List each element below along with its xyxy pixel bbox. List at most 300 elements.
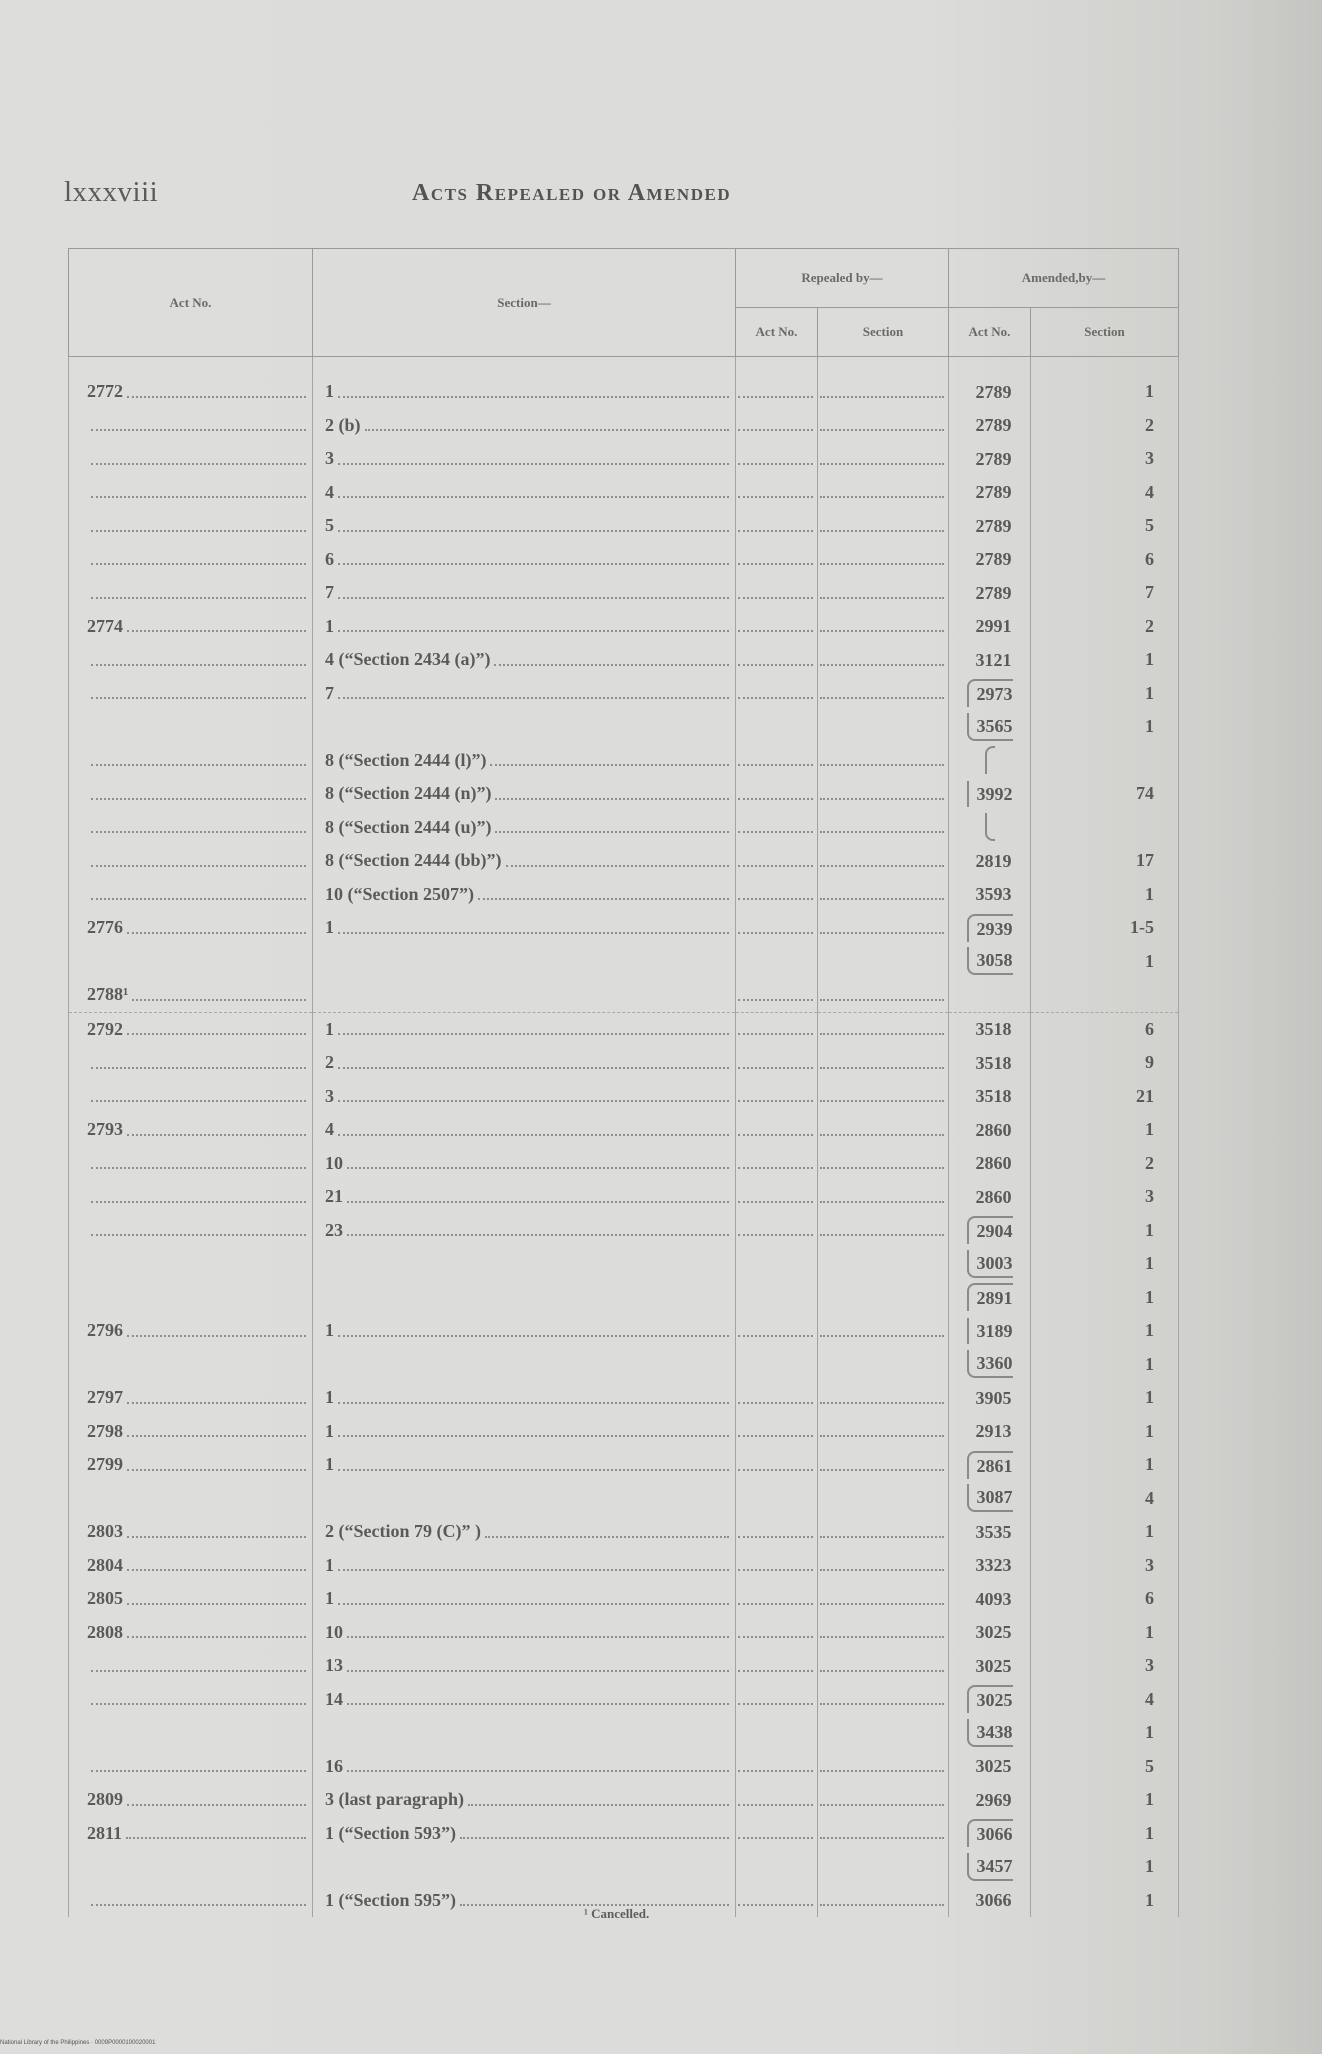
act-no-cell-text: 2798 — [87, 1420, 123, 1441]
header-repealed-act-no: Act No. — [736, 308, 818, 357]
dot-leader — [338, 463, 729, 465]
amended-act-no: 2969 — [975, 1789, 1012, 1810]
section-cell — [313, 1046, 736, 1080]
dot-leader — [738, 396, 813, 398]
repealed-act-cell — [736, 1080, 818, 1114]
section-cell-text: 1 — [325, 381, 334, 402]
act-no-cell — [69, 1180, 313, 1214]
repealed-act-cell — [736, 1214, 818, 1248]
repealed-act-cell — [736, 1649, 818, 1683]
dot-leader — [820, 1703, 944, 1705]
section-cell — [313, 543, 736, 577]
dot-leader — [820, 563, 944, 565]
repealed-act-cell — [736, 1515, 818, 1549]
repealed-act-cell — [736, 710, 818, 744]
amended-act-no: 3323 — [975, 1555, 1012, 1576]
amended-section-cell: 2 — [1031, 1147, 1179, 1181]
amended-act-cell — [949, 576, 1031, 610]
table-row — [69, 1482, 1179, 1516]
dot-leader — [738, 1402, 813, 1404]
repealed-act-cell — [736, 1180, 818, 1214]
act-no-cell — [69, 576, 313, 610]
repealed-act-cell — [736, 1314, 818, 1348]
dot-leader — [820, 429, 944, 431]
amended-act-no: 3025 — [975, 1655, 1012, 1676]
repealed-section-cell — [818, 1348, 949, 1382]
repealed-section-cell — [818, 1683, 949, 1717]
dot-leader — [127, 1033, 306, 1035]
amended-act-no: 2789 — [975, 515, 1012, 536]
section-cell-text: 2 (b) — [325, 414, 361, 435]
act-no-cell-text: 2805 — [87, 1588, 123, 1609]
repealed-act-cell — [736, 357, 818, 409]
repealed-act-cell — [736, 978, 818, 1012]
dot-leader — [338, 697, 729, 699]
amended-act-cell — [949, 1750, 1031, 1784]
dot-leader — [820, 597, 944, 599]
dot-leader — [738, 1201, 813, 1203]
dot-leader — [347, 1670, 729, 1672]
dot-leader — [127, 932, 306, 934]
repealed-section-cell — [818, 610, 949, 644]
dot-leader — [820, 463, 944, 465]
act-no-cell — [69, 476, 313, 510]
amended-act-no: 3457 — [967, 1853, 1013, 1881]
amended-act-no: 2789 — [975, 415, 1012, 436]
dot-leader — [738, 932, 813, 934]
dot-leader — [347, 1770, 729, 1772]
table-row — [69, 1415, 1179, 1449]
amended-act-cell — [949, 1012, 1031, 1046]
dot-leader — [738, 1335, 813, 1337]
amended-section-cell: 1 — [1031, 1281, 1179, 1315]
table-body — [69, 357, 1179, 1918]
section-cell — [313, 1348, 736, 1382]
dot-leader — [738, 1134, 813, 1136]
dot-leader — [127, 1134, 306, 1136]
dot-leader — [91, 1201, 306, 1203]
amended-section-cell: 3 — [1031, 1549, 1179, 1583]
table-row — [69, 1214, 1179, 1248]
table-row — [69, 1817, 1179, 1851]
dot-leader — [820, 1904, 944, 1906]
dot-leader — [738, 597, 813, 599]
section-cell-text: 23 — [325, 1219, 343, 1240]
amended-act-cell — [949, 1616, 1031, 1650]
section-cell — [313, 409, 736, 443]
dot-leader — [738, 1100, 813, 1102]
repealed-act-cell — [736, 643, 818, 677]
act-no-cell — [69, 1381, 313, 1415]
section-cell — [313, 1884, 736, 1918]
act-no-cell — [69, 509, 313, 543]
header-repealed-section: Section — [818, 308, 949, 357]
table-row — [69, 1348, 1179, 1382]
dot-leader — [91, 764, 306, 766]
section-cell — [313, 1616, 736, 1650]
table-row — [69, 1080, 1179, 1114]
dot-leader — [738, 697, 813, 699]
section-cell-text: 7 — [325, 582, 334, 603]
section-cell-text: 1 — [325, 1018, 334, 1039]
dot-leader — [820, 898, 944, 900]
amended-act-cell — [949, 1649, 1031, 1683]
dot-leader — [738, 630, 813, 632]
amended-act-no: 3992 — [967, 781, 1013, 807]
repealed-act-cell — [736, 576, 818, 610]
dot-leader — [338, 1469, 729, 1471]
acts-table — [68, 248, 1179, 1917]
dot-leader — [338, 932, 729, 934]
section-cell — [313, 878, 736, 912]
amended-act-no: 2904 — [967, 1216, 1013, 1244]
amended-act-no: 3535 — [975, 1521, 1012, 1542]
repealed-act-cell — [736, 677, 818, 711]
section-cell — [313, 1247, 736, 1281]
amended-act-cell — [949, 442, 1031, 476]
dot-leader — [820, 1670, 944, 1672]
act-no-cell — [69, 811, 313, 845]
repealed-act-cell — [736, 1448, 818, 1482]
amended-section-cell: 1 — [1031, 710, 1179, 744]
table-row — [69, 1515, 1179, 1549]
running-title: Acts Repealed or Amended — [412, 180, 732, 206]
amended-act-cell — [949, 677, 1031, 711]
repealed-section-cell — [818, 1314, 949, 1348]
section-cell-text: 1 — [325, 1320, 334, 1341]
section-cell — [313, 677, 736, 711]
header-amended-section: Section — [1031, 308, 1179, 357]
dot-leader — [820, 1100, 944, 1102]
dot-leader — [132, 999, 306, 1001]
section-cell — [313, 744, 736, 778]
amended-section-cell: 7 — [1031, 576, 1179, 610]
section-cell — [313, 1281, 736, 1315]
repealed-section-cell — [818, 677, 949, 711]
section-cell — [313, 1817, 736, 1851]
amended-act-no: 2861 — [967, 1451, 1013, 1479]
dot-leader — [506, 865, 730, 867]
table-row — [69, 844, 1179, 878]
amended-act-no: 3058 — [967, 947, 1013, 975]
section-cell-text: 3 — [325, 448, 334, 469]
amended-act-cell — [949, 509, 1031, 543]
act-no-cell — [69, 1147, 313, 1181]
table-row — [69, 677, 1179, 711]
section-cell-text: 4 (“Section 2434 (a)”) — [325, 649, 491, 670]
repealed-section-cell — [818, 543, 949, 577]
section-cell — [313, 1716, 736, 1750]
dot-leader — [127, 1469, 306, 1471]
dot-leader — [338, 396, 729, 398]
amended-section-cell: 1 — [1031, 677, 1179, 711]
amended-act-cell — [949, 1281, 1031, 1315]
amended-act-cell — [949, 409, 1031, 443]
dot-leader — [820, 1435, 944, 1437]
dot-leader — [91, 563, 306, 565]
amended-act-no: 3066 — [967, 1819, 1013, 1847]
dot-leader — [820, 1067, 944, 1069]
table-row — [69, 1046, 1179, 1080]
amended-act-cell — [949, 777, 1031, 811]
table-row — [69, 1783, 1179, 1817]
amended-section-cell: 1-5 — [1031, 911, 1179, 945]
repealed-section-cell — [818, 1281, 949, 1315]
repealed-section-cell — [818, 1716, 949, 1750]
section-cell-text: 2 (“Section 79 (C)” ) — [325, 1521, 481, 1542]
section-cell — [313, 1683, 736, 1717]
section-cell — [313, 1482, 736, 1516]
dot-leader — [738, 1904, 813, 1906]
dot-leader — [338, 1402, 729, 1404]
amended-act-cell — [949, 1415, 1031, 1449]
dot-leader — [347, 1201, 729, 1203]
act-no-cell-text: 2808 — [87, 1621, 123, 1642]
act-no-cell-text: 2803 — [87, 1521, 123, 1542]
dot-leader — [127, 1636, 306, 1638]
dot-leader — [820, 396, 944, 398]
amended-act-cell — [949, 978, 1031, 1012]
repealed-act-cell — [736, 1716, 818, 1750]
section-cell-text: 10 — [325, 1621, 343, 1642]
table-row — [69, 1314, 1179, 1348]
dot-leader — [820, 1134, 944, 1136]
table-row — [69, 1012, 1179, 1046]
section-cell-text: 1 — [325, 1420, 334, 1441]
dot-leader — [127, 1402, 306, 1404]
amended-section-cell: 6 — [1031, 1012, 1179, 1046]
section-cell — [313, 1113, 736, 1147]
section-cell-text: 8 (“Section 2444 (bb)”) — [325, 850, 502, 871]
amended-act-no: 2789 — [975, 582, 1012, 603]
section-cell — [313, 1180, 736, 1214]
repealed-section-cell — [818, 1180, 949, 1214]
amended-act-cell — [949, 357, 1031, 409]
header-section: Section— — [313, 249, 736, 357]
act-no-cell — [69, 677, 313, 711]
dot-leader — [91, 1670, 306, 1672]
amended-act-no: 3025 — [975, 1622, 1012, 1643]
dot-leader — [738, 1536, 813, 1538]
dot-leader — [91, 697, 306, 699]
section-cell — [313, 442, 736, 476]
section-cell — [313, 1415, 736, 1449]
act-no-cell-text: 2792 — [87, 1018, 123, 1039]
amended-act-cell — [949, 844, 1031, 878]
table-row — [69, 1716, 1179, 1750]
dot-leader — [91, 1167, 306, 1169]
dot-leader — [126, 1837, 306, 1839]
section-cell — [313, 1582, 736, 1616]
section-cell — [313, 1515, 736, 1549]
table-row — [69, 1616, 1179, 1650]
section-cell — [313, 576, 736, 610]
repealed-section-cell — [818, 811, 949, 845]
dot-leader — [738, 999, 813, 1001]
dot-leader — [127, 1435, 306, 1437]
act-no-cell — [69, 1716, 313, 1750]
dot-leader — [347, 1167, 729, 1169]
table-row — [69, 1381, 1179, 1415]
amended-act-cell — [949, 1381, 1031, 1415]
dot-leader — [738, 865, 813, 867]
amended-section-cell: 5 — [1031, 1750, 1179, 1784]
act-no-cell — [69, 1850, 313, 1884]
repealed-act-cell — [736, 1783, 818, 1817]
dot-leader — [738, 1435, 813, 1437]
table-row — [69, 1750, 1179, 1784]
amended-act-no — [985, 813, 995, 841]
table-row — [69, 945, 1179, 979]
page-header — [64, 176, 1184, 216]
section-cell — [313, 911, 736, 945]
amended-act-no: 3025 — [967, 1685, 1013, 1713]
repealed-section-cell — [818, 1482, 949, 1516]
table-row — [69, 744, 1179, 778]
header-amended-act-no: Act No. — [949, 308, 1031, 357]
amended-section-cell — [1031, 978, 1179, 1012]
repealed-act-cell — [736, 878, 818, 912]
table-row — [69, 1549, 1179, 1583]
repealed-section-cell — [818, 442, 949, 476]
dot-leader — [820, 697, 944, 699]
repealed-act-cell — [736, 844, 818, 878]
amended-act-no: 3518 — [975, 1019, 1012, 1040]
page-number: lxxxviii — [64, 176, 159, 208]
dot-leader — [338, 1067, 729, 1069]
dot-leader — [738, 496, 813, 498]
dot-leader — [338, 1033, 729, 1035]
dot-leader — [490, 764, 729, 766]
amended-act-no: 2860 — [975, 1119, 1012, 1140]
repealed-act-cell — [736, 1113, 818, 1147]
amended-section-cell: 4 — [1031, 1482, 1179, 1516]
amended-section-cell: 1 — [1031, 1817, 1179, 1851]
repealed-act-cell — [736, 811, 818, 845]
repealed-section-cell — [818, 643, 949, 677]
act-no-cell — [69, 1750, 313, 1784]
dot-leader — [495, 831, 729, 833]
amended-act-no: 2913 — [975, 1421, 1012, 1442]
section-cell — [313, 357, 736, 409]
amended-section-cell: 1 — [1031, 1850, 1179, 1884]
dot-leader — [338, 630, 729, 632]
amended-act-no: 3087 — [967, 1484, 1013, 1512]
section-cell-text: 13 — [325, 1655, 343, 1676]
repealed-act-cell — [736, 1817, 818, 1851]
section-cell — [313, 1012, 736, 1046]
dot-leader — [738, 764, 813, 766]
dot-leader — [91, 463, 306, 465]
act-no-cell — [69, 1348, 313, 1382]
amended-act-cell — [949, 1582, 1031, 1616]
amended-section-cell: 3 — [1031, 1649, 1179, 1683]
act-no-cell — [69, 357, 313, 409]
amended-act-no: 3025 — [975, 1756, 1012, 1777]
dot-leader — [820, 1603, 944, 1605]
act-no-cell — [69, 1448, 313, 1482]
dot-leader — [127, 1804, 306, 1806]
amended-act-no — [985, 746, 995, 774]
amended-act-cell — [949, 1716, 1031, 1750]
dot-leader — [338, 530, 729, 532]
section-cell-text: 3 (last paragraph) — [325, 1789, 464, 1810]
section-cell-text: 3 — [325, 1085, 334, 1106]
section-cell-text: 21 — [325, 1186, 343, 1207]
act-no-cell — [69, 911, 313, 945]
amended-section-cell: 3 — [1031, 442, 1179, 476]
table-row — [69, 543, 1179, 577]
dot-leader — [738, 1067, 813, 1069]
dot-leader — [738, 1569, 813, 1571]
amended-section-cell: 1 — [1031, 878, 1179, 912]
act-no-cell-text: 2797 — [87, 1387, 123, 1408]
table-row — [69, 1683, 1179, 1717]
repealed-section-cell — [818, 1582, 949, 1616]
repealed-act-cell — [736, 1415, 818, 1449]
amended-act-no: 2789 — [975, 482, 1012, 503]
act-no-cell — [69, 1582, 313, 1616]
dot-leader — [338, 1134, 729, 1136]
act-no-cell — [69, 978, 313, 1012]
amended-act-no: 2860 — [975, 1186, 1012, 1207]
act-no-cell-text: 2804 — [87, 1554, 123, 1575]
dot-leader — [338, 1335, 729, 1337]
dot-leader — [460, 1837, 729, 1839]
amended-act-no: 2789 — [975, 381, 1012, 402]
dot-leader — [820, 798, 944, 800]
table-row — [69, 911, 1179, 945]
dot-leader — [91, 798, 306, 800]
dot-leader — [468, 1804, 729, 1806]
dot-leader — [820, 664, 944, 666]
header-amended-by: Amended,by— — [949, 249, 1179, 308]
table-row — [69, 1147, 1179, 1181]
dot-leader — [91, 597, 306, 599]
repealed-section-cell — [818, 1381, 949, 1415]
repealed-section-cell — [818, 409, 949, 443]
act-no-cell — [69, 610, 313, 644]
section-cell — [313, 945, 736, 979]
dot-leader — [127, 1335, 306, 1337]
dot-leader — [738, 429, 813, 431]
table-row — [69, 1247, 1179, 1281]
amended-section-cell: 1 — [1031, 1381, 1179, 1415]
repealed-section-cell — [818, 1616, 949, 1650]
section-cell — [313, 1549, 736, 1583]
amended-section-cell: 1 — [1031, 1448, 1179, 1482]
repealed-act-cell — [736, 1381, 818, 1415]
section-cell — [313, 509, 736, 543]
act-no-cell — [69, 777, 313, 811]
table-row — [69, 442, 1179, 476]
section-cell-text: 10 (“Section 2507”) — [325, 883, 474, 904]
act-no-cell — [69, 1683, 313, 1717]
repealed-section-cell — [818, 744, 949, 778]
act-no-cell — [69, 1482, 313, 1516]
repealed-section-cell — [818, 1247, 949, 1281]
amended-section-cell: 1 — [1031, 1783, 1179, 1817]
repealed-act-cell — [736, 1046, 818, 1080]
dot-leader — [820, 865, 944, 867]
table-row — [69, 878, 1179, 912]
section-cell-text: 8 (“Section 2444 (l)”) — [325, 749, 487, 770]
dot-leader — [820, 999, 944, 1001]
repealed-act-cell — [736, 1850, 818, 1884]
dot-leader — [738, 1167, 813, 1169]
amended-act-no: 2819 — [975, 850, 1012, 871]
section-cell-text: 8 (“Section 2444 (u)”) — [325, 816, 492, 837]
